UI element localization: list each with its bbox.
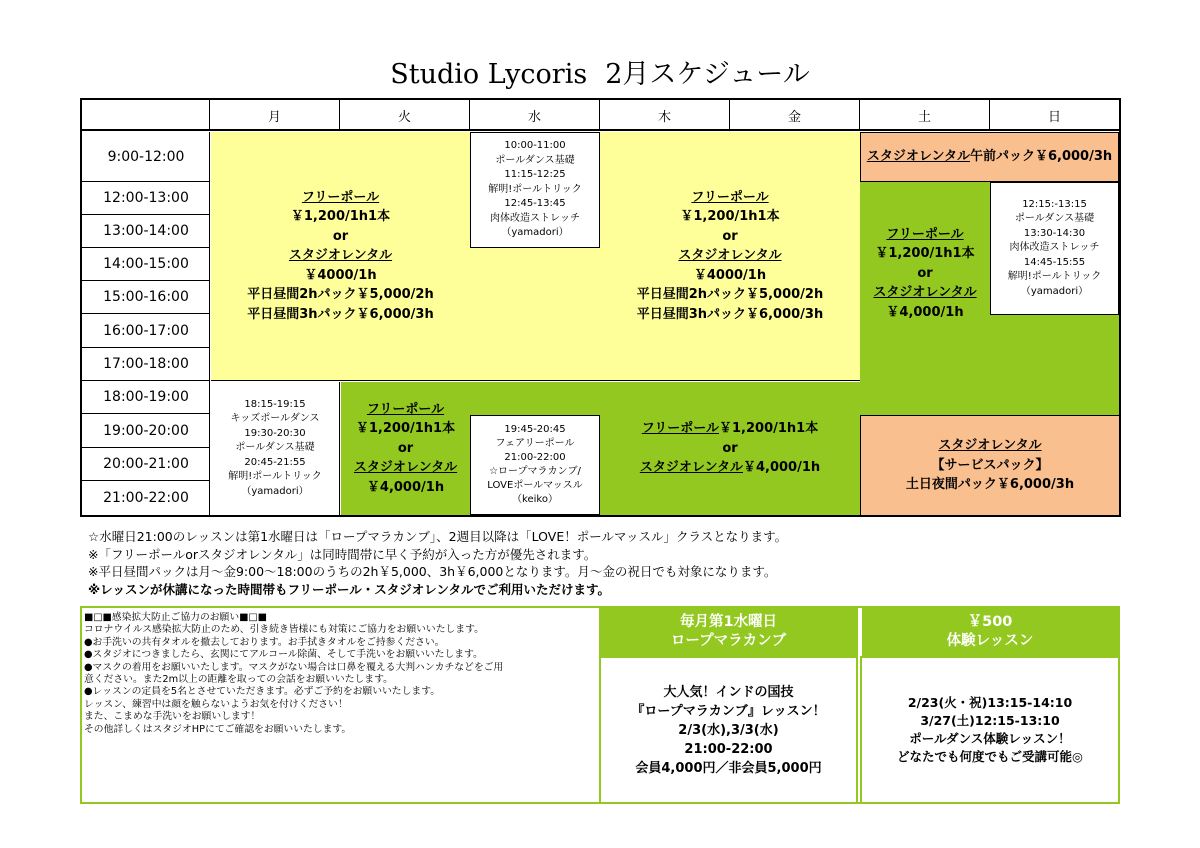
day-header-sat: 土 [860, 100, 990, 131]
lesson-name: 肉体改造ストレッチ [490, 212, 580, 224]
month-schedule-label: 2月スケジュール [605, 59, 810, 90]
studio-rental-price: ￥4000/1h [693, 267, 767, 283]
or-label: or [722, 440, 738, 456]
day-header-mon: 月 [210, 100, 340, 131]
lesson-time: 12:15:-13:15 [1022, 198, 1087, 210]
instructor-name: （yamadori） [241, 485, 309, 497]
free-pole-price: ￥1,200/1h1本 [355, 421, 456, 437]
thu-fri-free-pole-block [600, 132, 860, 381]
lesson-name: 解明!ポールトリック [488, 183, 582, 195]
lesson-name: ポールダンス基礎 [235, 442, 315, 454]
notice-line: ●マスクの着用をお願いいたします。マスクがない場合は口鼻を覆える大判ハンカチなどをご用 [84, 661, 504, 673]
lesson-time: 10:00-11:00 [504, 140, 566, 152]
notice-line: レッスン、練習中は顔を触らないようお気を付けください！ [84, 698, 348, 710]
trial-lesson-header [862, 608, 1118, 656]
rope-mallakhamb-details [599, 656, 858, 804]
time-slot: 20:00-21:00 [82, 448, 210, 481]
time-slot: 12:00-13:00 [82, 182, 210, 215]
trial-lesson-details [860, 656, 1120, 804]
free-pole-label: フリーポール [886, 226, 964, 242]
lesson-time: 14:45-15:55 [1023, 256, 1086, 268]
time-slot: 16:00-17:00 [82, 314, 210, 348]
page-title [0, 52, 1200, 91]
weekday-3h-pack: 平日昼間3hパック￥6,000/3h [636, 306, 824, 322]
trial-detail-line: 3/27(土)12:15-13:10 [920, 713, 1060, 728]
studio-rental-price: ￥4,000/1h [742, 460, 821, 476]
time-slot: 18:00-19:00 [82, 381, 210, 414]
wed-day-lessons [470, 132, 600, 248]
studio-rental-label: スタジオレンタル [353, 460, 458, 476]
lesson-name: フェアリーポール [495, 438, 575, 449]
rope-detail-line: 会員4,000円／非会員5,000円 [635, 760, 822, 776]
notice-line: その他詳しくはスタジオHPにてご確認をお願いいたします。 [84, 723, 352, 735]
lesson-name: 解明!ポールトリック [228, 471, 322, 483]
free-pole-price: ￥1,200/1h1本 [290, 209, 391, 225]
lesson-name: キッズポールダンス [230, 413, 320, 425]
rope-detail-line: 大人気！インドの国技 [663, 684, 794, 700]
day-header-thu: 木 [600, 100, 730, 131]
wed-yellow-fill [470, 248, 600, 381]
rope-detail-line: 『ロープマラカンブ』レッスン！ [631, 703, 826, 719]
trial-detail-line: ポールダンス体験レッスン！ [909, 731, 1071, 746]
free-pole-label: フリーポール [691, 189, 769, 205]
lesson-time: 11:15-12:25 [504, 169, 566, 181]
note-line: ※平日昼間パックは月～金9:00～18:00のうちの2h￥5,000、3h￥6,000となります。月～金の祝日でも対象になります。 [88, 564, 777, 579]
studio-rental-label: スタジオレンタル [938, 438, 1042, 454]
trial-detail-line: 2/23(火・祝)13:15-14:10 [907, 695, 1073, 710]
lesson-time: 21:00-22:00 [504, 452, 566, 463]
covid-notice [84, 612, 594, 736]
or-label: or [722, 228, 738, 244]
header-corner [82, 100, 210, 131]
notice-line: ●スタジオにつきましたら、玄関にてアルコール除菌、そして手洗いをお願いいたします。 [84, 649, 483, 661]
time-slot: 17:00-18:00 [82, 348, 210, 381]
lesson-name: 肉体改造ストレッチ [1009, 242, 1100, 254]
lesson-time: 12:45-13:45 [504, 198, 566, 210]
rope-detail-line: 21:00-22:00 [684, 741, 773, 757]
morning-pack-price: 午前パック￥6,000/3h [969, 149, 1113, 165]
rope-header-line: 毎月第1水曜日 [679, 614, 778, 630]
notice-line: ●レッスンの定員を5名とさせていただきます。必ずご予約をお願いいたします。 [84, 686, 441, 698]
free-pole-label: フリーポール [301, 189, 380, 205]
lesson-time: 13:30-14:30 [1023, 227, 1086, 239]
lesson-time: 20:45-21:55 [244, 456, 306, 468]
notice-line: コロナウイルス感染拡大防止のため、引き続き皆様にも対策にご協力をお願いいたします。 [84, 624, 484, 636]
lesson-name: ポールダンス基礎 [1014, 213, 1095, 225]
lesson-time: 19:45-20:45 [504, 424, 566, 435]
notice-line: ●お手洗いの共有タオルを撤去しております。お手拭きタオルをご持参ください。 [84, 636, 445, 648]
lesson-name: ポールダンス基礎 [495, 154, 575, 166]
weekend-night-pack: 土日夜間パック￥6,000/3h [905, 477, 1075, 493]
time-slot: 21:00-22:00 [103, 490, 189, 506]
sat-sun-morning-rental [860, 132, 1119, 182]
studio-name: Studio Lycoris [390, 59, 588, 90]
lesson-time: 18:15-19:15 [244, 398, 306, 410]
wed-evening-lessons [470, 415, 600, 515]
weekday-2h-pack: 平日昼間2hパック￥5,000/2h [247, 287, 434, 303]
studio-rental-label: スタジオレンタル [288, 248, 393, 264]
thu-fri-evening-free-pole [600, 382, 860, 515]
free-pole-price: ￥1,200/1h1本 [680, 209, 780, 225]
instructor-name: （yamadori） [1020, 285, 1089, 297]
lesson-time: 19:30-20:30 [244, 427, 306, 439]
service-pack-label: 【サービスパック】 [931, 457, 1049, 473]
studio-rental-price: ￥4,000/1h [886, 304, 964, 320]
note-line: ※レッスンが休講になった時間帯もフリーポール・スタジオレンタルでご利用いただけます。 [88, 581, 610, 597]
weekday-3h-pack: 平日昼間3hパック￥6,000/3h [247, 306, 434, 322]
mon-tue-free-pole-block [211, 132, 470, 381]
studio-rental-price: ￥4,000/1h [366, 479, 445, 495]
trial-detail-line: どなたでも何度でもご受講可能◎ [897, 749, 1083, 764]
rope-header-line: ロープマラカンブ [670, 633, 787, 649]
studio-rental-label: スタジオレンタル [678, 248, 782, 264]
lesson-name: LOVEポールマッスル [487, 480, 583, 491]
weekday-2h-pack: 平日昼間2hパック￥5,000/2h [636, 287, 824, 303]
studio-rental-label: スタジオレンタル [873, 285, 977, 301]
time-slot: 13:00-14:00 [82, 215, 210, 248]
mon-evening-lessons [211, 382, 340, 515]
time-slot: 14:00-15:00 [82, 248, 210, 281]
instructor-name: （yamadori） [501, 227, 569, 239]
tue-evening-free-pole [341, 382, 470, 515]
trial-title: 体験レッスン [946, 633, 1034, 649]
free-pole-label: フリーポール [366, 401, 445, 417]
lesson-name: ☆ロープマラカンブ/ [489, 466, 581, 477]
rope-detail-line: 2/3(水),3/3(水) [678, 722, 779, 738]
day-header-sun: 日 [1047, 110, 1061, 125]
day-header-fri: 金 [730, 100, 860, 131]
or-label: or [917, 265, 933, 281]
free-pole-price: ￥1,200/1h1本 [719, 421, 819, 437]
rope-mallakhamb-header [599, 608, 858, 656]
sun-day-lessons [990, 182, 1119, 315]
lesson-name: 解明!ポールトリック [1007, 271, 1102, 283]
time-slot: 15:00-16:00 [82, 281, 210, 314]
note-line: ※「フリーポールorスタジオレンタル」は同時間帯に早く予約が入った方が優先されます。 [88, 546, 597, 562]
notice-line: また、こまめな手洗いをお願いします！ [84, 711, 261, 723]
time-slot: 19:00-20:00 [82, 414, 210, 448]
schedule-notes [88, 528, 787, 598]
notice-line: ■□■感染拡大防止ご協力のお願い■□■ [84, 612, 267, 623]
studio-rental-label: スタジオレンタル [866, 149, 970, 165]
sat-sun-evening-rental [860, 415, 1119, 515]
wed-evening-green-fill [470, 382, 600, 415]
day-header-tue: 火 [340, 100, 470, 131]
or-label: or [332, 228, 349, 244]
time-slot: 9:00-12:00 [82, 132, 210, 182]
trial-price: ￥500 [967, 614, 1013, 630]
day-header-wed: 水 [470, 100, 600, 131]
free-pole-label: フリーポール [641, 421, 719, 437]
studio-rental-label: スタジオレンタル [639, 460, 743, 476]
studio-rental-price: ￥4000/1h [304, 267, 377, 283]
or-label: or [397, 440, 414, 456]
instructor-name: （keiko） [512, 494, 558, 505]
notice-line: 意ください。また2m以上の距離を取っての会話をお願いいたします。 [84, 674, 393, 686]
note-line: ☆水曜日21:00のレッスンは第1水曜日は「ロープマラカンブ」、2週目以降は「LOVE！ポールマッスル」クラスとなります。 [88, 529, 788, 544]
free-pole-price: ￥1,200/1h1本 [875, 246, 975, 262]
